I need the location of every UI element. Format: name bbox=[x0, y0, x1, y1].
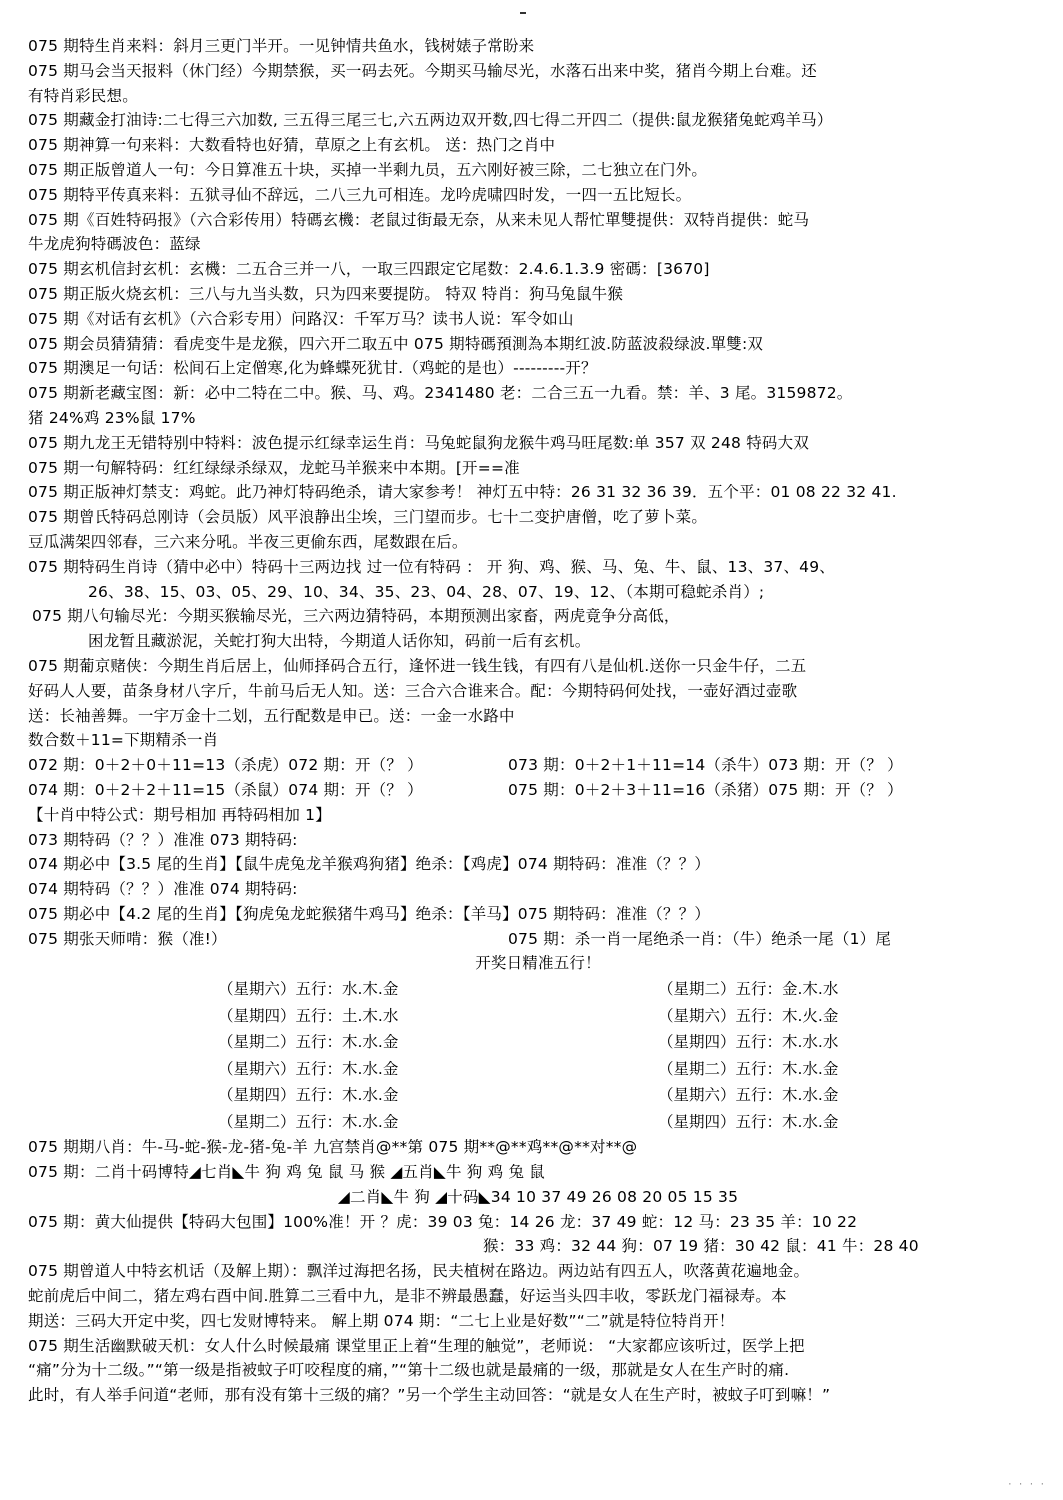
text-line: 075 期八句输尽光：今期买猴输尽光，三六两边猜特码，本期预测出家畜，两虎竟争分高低， bbox=[32, 607, 680, 626]
text-line: 26、38、15、03、05、29、10、34、35、23、04、28、07、19、12、（本期可稳蛇杀肖）; bbox=[88, 582, 765, 601]
text-line: 075 期必中【4.2 尾的生肖】【狗虎兔龙蛇猴猪牛鸡马】绝杀：【羊马】075 期特码：准准（？？） bbox=[28, 904, 711, 923]
text-line: 075 期曾氏特码总刚诗（会员版）风平浪静出尘埃，三门望而步。七十二变护唐僧，吃了萝卜菜。 bbox=[28, 508, 708, 527]
wuxing-cell: （星期六）五行：木.水.金 bbox=[218, 1059, 399, 1078]
text-line: 075 期神算一句来料：大数看特也好猜，草原之上有玄机。 送：热门之肖中 bbox=[28, 136, 556, 155]
text-line: 075 期曾道人中特玄机话（及解上期）：飘洋过海把名扬，民夫植树在路边。两边站有四五人，吹落黄花遍地金。 bbox=[28, 1262, 810, 1281]
wuxing-cell: （星期四）五行：木.水.水 bbox=[658, 1033, 839, 1052]
text-line: 075 期新老藏宝图：新：必中二特在二中。猴、马、鸡。2341480 老：二合三五一九看。禁：羊、3 尾。3159872。 bbox=[28, 384, 853, 403]
pair-right: 075 期：0＋2＋3＋11=16（杀猪）075 期：开（？ ） bbox=[508, 780, 903, 799]
text-line: 数合数＋11=下期精杀一肖 bbox=[28, 731, 219, 750]
wuxing-title: 开奖日精准五行！ bbox=[475, 954, 601, 973]
text-line: 好码人人要，苗条身材八字斤，牛前马后无人知。送：三合六合谁来合。配：今期特码何处找，一壶好酒过壶歌 bbox=[28, 681, 798, 700]
wuxing-grid bbox=[218, 976, 1048, 1135]
text-line: 075 期藏金打油诗:二七得三六加数, 三五得三尾三七,六五两边双开数,四七得二开四二（提供:鼠龙猴猪兔蛇鸡羊马） bbox=[28, 111, 833, 130]
pair-line bbox=[28, 778, 1048, 803]
pair-left: 074 期：0＋2＋2＋11=15（杀鼠）074 期：开（？ ） bbox=[28, 780, 423, 799]
document-body bbox=[28, 34, 1048, 1408]
zhang-left: 075 期张天师啃：猴（准!） bbox=[28, 929, 227, 948]
block-a bbox=[28, 34, 1048, 580]
text-line: 075 期葡京赌侠：今期生肖后居上，仙师择码合五行，逢怀进一钱生钱，有四有八是仙机.送你一只金牛仔，二五 bbox=[28, 656, 807, 675]
pair-line bbox=[28, 753, 1048, 778]
text-line: 075 期九龙王无错特别中特料：波色提示红绿幸运生肖：马兔蛇鼠狗龙猴牛鸡马旺尾数:单 357 双 248 特码大双 bbox=[28, 433, 810, 452]
pair-left: 072 期：0＋2＋0＋11=13（杀虎）072 期：开（？ ） bbox=[28, 756, 423, 775]
text-line: 075 期正版曾道人一句：今日算准五十块，买掉一半剩九员，五六刚好被三除，二七独立在门外。 bbox=[28, 160, 708, 179]
wuxing-cell: （星期四）五行：木.水.金 bbox=[658, 1112, 839, 1131]
block-c bbox=[28, 803, 1048, 927]
text-line: 074 期特码（？？）准准 074 期特码: bbox=[28, 880, 298, 899]
block-d bbox=[28, 1135, 1048, 1185]
text-line: 075 期正版火烧玄机：三八与九当头数，只为四来要提防。 特双 特肖：狗马兔鼠牛猴 bbox=[28, 284, 624, 303]
text-line: 075 期期八肖：牛-马-蛇-猴-龙-猪-兔-羊 九宫禁肖@**第 075 期**@**鸡**@**对**@ bbox=[28, 1138, 638, 1157]
text-line: 075 期特生肖来料：斜月三更门半开。一见钟情共鱼水，钱树婊子常盼来 bbox=[28, 37, 535, 55]
wuxing-cell: （星期六）五行：水.木.金 bbox=[218, 980, 399, 999]
wuxing-cell: （星期二）五行：木.水.金 bbox=[218, 1112, 399, 1131]
text-line: 蛇前虎后中间二，猪左鸡右酉中间.胜算二三看中九，是非不辨最愚蠢，好运当头四丰收，零跃龙门福禄寿。本 bbox=[28, 1287, 787, 1306]
block-b bbox=[28, 654, 1048, 753]
text-line: 075 期澳足一句话：松间石上定僧寒,化为蜂蝶死犹甘.（鸡蛇的是也）---------开？ bbox=[28, 359, 597, 378]
text-line: 075 期特平传真来料：五狱寻仙不辞远，二八三九可相连。龙吟虎啸四时发，一四一五比短长。 bbox=[28, 185, 692, 204]
wuxing-cell: （星期四）五行：土.木.水 bbox=[218, 1006, 399, 1025]
text-line: 猴：33 鸡：32 44 狗：07 19 猪：30 42 鼠：41 牛：28 40 bbox=[483, 1237, 919, 1256]
zhang-right: 075 期：杀一肖一尾绝杀一肖：（牛）绝杀一尾（1）尾 bbox=[508, 929, 892, 948]
wuxing-cell: （星期六）五行：木.火.金 bbox=[658, 1006, 839, 1025]
text-line: 【十肖中特公式：期号相加 再特码相加 1】 bbox=[28, 805, 331, 824]
text-line: 送：长袖善舞。一宇万金十二划，五行配数是申已。送：一金一水路中 bbox=[28, 706, 515, 725]
zhang-line bbox=[28, 927, 1048, 952]
text-line: 074 期必中【3.5 尾的生肖】【鼠牛虎兔龙羊猴鸡狗猪】绝杀：【鸡虎】074 期特码：准准（？？） bbox=[28, 855, 711, 874]
block-e bbox=[28, 1259, 1048, 1408]
wuxing-cell: （星期四）五行：木.水.金 bbox=[218, 1086, 399, 1105]
wuxing-cell: （星期二）五行：木.水.金 bbox=[658, 1059, 839, 1078]
text-line: “痛”分为十二级。”“第一级是指被蚊子叮咬程度的痛，”“第十二级也就是最痛的一级，那就是女人在生产时的痛. bbox=[28, 1361, 790, 1380]
text-line: 豆瓜满架四邻春，三六来分吼。半夜三更偷东西，尾数跟在后。 bbox=[28, 532, 468, 551]
scan-mark-bottom: · · · · bbox=[1007, 1480, 1045, 1490]
text-line: 075 期马会当天报料（休门经）今期禁猴，买一码去死。今期买马输尽光，水落石出来中奖，猪肖今期上台难。还 bbox=[28, 61, 817, 80]
wuxing-cell: （星期二）五行：木.水.金 bbox=[218, 1033, 399, 1052]
wuxing-cell: （星期六）五行：木.水.金 bbox=[658, 1086, 839, 1105]
text-line: 073 期特码（？？）准准 073 期特码: bbox=[28, 830, 298, 849]
text-line: 此时，有人举手问道“老师，那有没有第十三级的痛？”另一个学生主动回答：“就是女人在生产时，被蚊子叮到嘛！” bbox=[28, 1386, 831, 1405]
text-line: 猪 24%鸡 23%鼠 17% bbox=[28, 408, 196, 427]
text-line: 075 期《百姓特码报》（六合彩传用）特碼玄機：老鼠过街最无奈，从来未见人帮忙單雙提供：双特肖提供：蛇马 bbox=[28, 210, 810, 229]
pair-right: 073 期：0＋2＋1＋11=14（杀牛）073 期：开（？ ） bbox=[508, 756, 903, 775]
text-line: 075 期正版神灯禁支：鸡蛇。此乃神灯特码绝杀，请大家参考！ 神灯五中特：26 31 32 36 39．五个平：01 08 22 32 41. bbox=[28, 483, 897, 502]
text-line: 075 期玄机信封玄机：玄機：二五合三并一八，一取三四跟定它尾数：2.4.6.1.3.9 密碼：[3670] bbox=[28, 260, 710, 279]
scan-mark bbox=[520, 12, 526, 14]
text-line: 075 期生活幽默破天机：女人什么时候最痛 课堂里正上着“生理的触觉”，老师说： “大家都应该听过，医学上把 bbox=[28, 1336, 805, 1355]
wuxing-cell: （星期二）五行：金.木.水 bbox=[658, 980, 839, 999]
text-line: 牛龙虎狗特碼波色：蓝绿 bbox=[28, 235, 201, 254]
text-line: 困龙暂且藏淤泥，关蛇打狗大出特，今期道人话你知，码前一后有玄机。 bbox=[88, 632, 591, 651]
text-line: 075 期一句解特码：红红绿绿杀绿双，龙蛇马羊猴来中本期。[开==准 bbox=[28, 458, 520, 477]
text-line: 075 期：黄大仙提供【特码大包围】100%准！开 ？虎：39 03 兔：14 26 龙：37 49 蛇：12 马：23 35 羊：10 22 bbox=[28, 1212, 858, 1231]
text-line: 有特肖彩民想。 bbox=[28, 86, 138, 105]
text-line: 075 期特码生肖诗（猜中必中）特码十三两边找 过一位有特码 ： 开 狗、鸡、猴、马、兔、牛、鼠、13、37、49、 bbox=[28, 557, 835, 576]
text-line: 075 期《对话有玄机》（六合彩专用）问路汉：千军万马？读书人说：军令如山 bbox=[28, 309, 574, 328]
text-line-center: ◢二肖◣牛 狗 ◢十码◣34 10 37 49 26 08 20 05 15 35 bbox=[337, 1187, 739, 1206]
text-line: 075 期会员猜猜猜：看虎变牛是龙猴，四六开二取五中 075 期特碼預測為本期红波.防蓝波殺绿波.單雙:双 bbox=[28, 334, 764, 353]
text-line: 075 期：二肖十码博特◢七肖◣牛 狗 鸡 兔 鼠 马 猴 ◢五肖◣牛 狗 鸡 兔 鼠 bbox=[28, 1163, 545, 1182]
text-line: 期送：三码大开定中奖，四七发财博特来。 解上期 074 期：“二七上业是好数”“二”就是特位特肖开！ bbox=[28, 1311, 735, 1330]
